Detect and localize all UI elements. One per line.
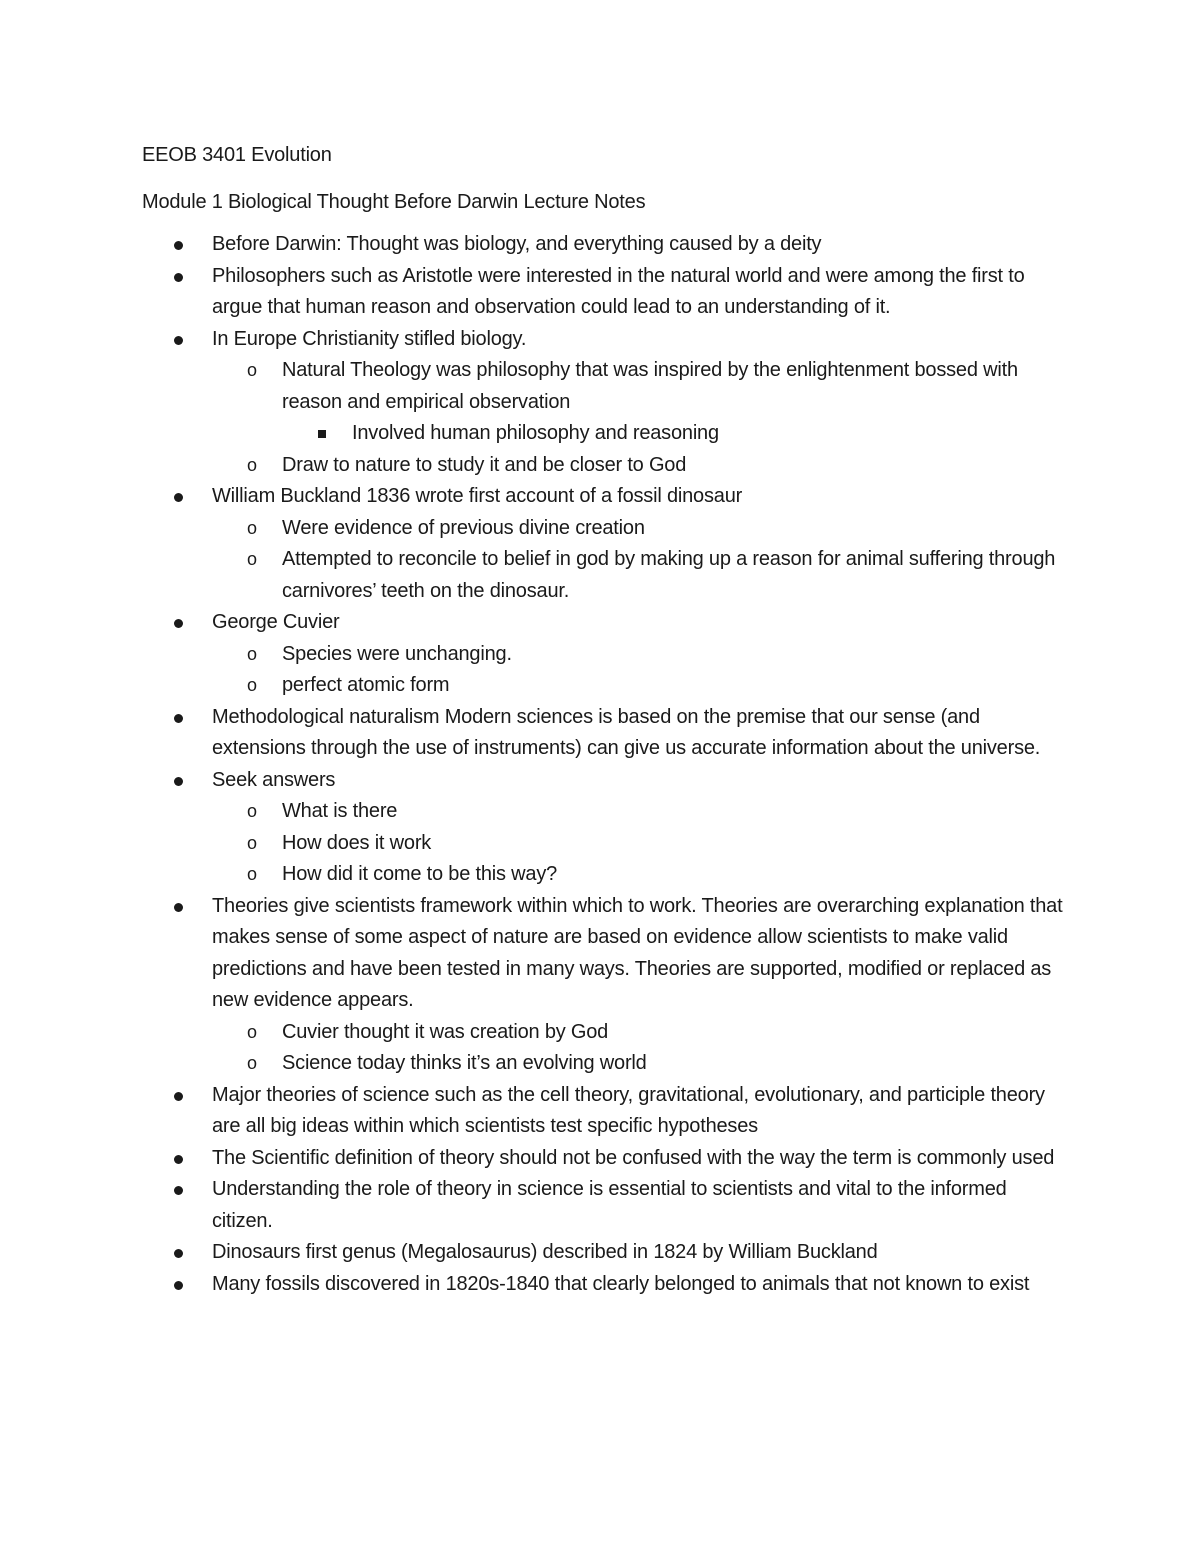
sub-list-item <box>212 828 1072 860</box>
course-title: EEOB 3401 Evolution <box>142 144 332 166</box>
sub-list-item <box>212 544 1072 607</box>
sub-sub-list-item <box>282 418 1072 450</box>
bullet-list <box>142 229 1072 1300</box>
hollow-circle-bullet-icon: o <box>247 1021 257 1042</box>
list-item-text: Dinosaurs first genus (Megalosaurus) described in 1824 by William Buckland <box>212 1241 878 1263</box>
hollow-circle-bullet-icon: o <box>247 454 257 475</box>
list-item-text: Methodological naturalism Modern sciences is based on the premise that our sense (and extensions through the use of instruments) can give us accurate information about the universe. <box>212 705 1041 759</box>
list-item <box>142 1237 1072 1269</box>
bullet-icon <box>172 702 192 734</box>
bullet-icon <box>172 765 192 797</box>
sub-sub-list-item-text: Involved human philosophy and reasoning <box>352 422 719 444</box>
list-item <box>142 481 1072 607</box>
hollow-circle-bullet-icon: o <box>247 864 257 884</box>
sub-list-item-text: Species were unchanging. <box>282 642 512 665</box>
sub-list <box>212 355 1072 481</box>
list-item <box>142 229 1072 261</box>
sub-list-item <box>212 796 1072 828</box>
hollow-circle-bullet-icon: o <box>247 832 257 853</box>
list-item-text: In Europe Christianity stifled biology. <box>212 327 527 350</box>
list-item-text: George Cuvier <box>212 611 340 633</box>
list-item <box>142 261 1072 324</box>
list-item-text: Philosophers such as Aristotle were interested in the natural world and were among the first to argue that human reason and observation could lead to an understanding of it. <box>212 264 1025 318</box>
sub-list <box>212 639 1072 702</box>
bullet-icon <box>172 1143 192 1175</box>
list-item <box>142 1269 1072 1301</box>
hollow-circle-bullet-icon: o <box>247 801 257 821</box>
sub-list-item <box>212 450 1072 482</box>
list-item-text: Many fossils discovered in 1820s-1840 that clearly belonged to animals that not known to exist <box>212 1272 1030 1295</box>
list-item-text: Theories give scientists framework within which to work. Theories are overarching explanation that makes sense of some aspect of nature are based on evidence allow scientists to make valid predictions and have been tested in many ways. Theories are supported, modified or replaced as new evidence appears. <box>212 894 1063 1011</box>
list-item-text: Before Darwin: Thought was biology, and everything caused by a deity <box>212 233 822 255</box>
bullet-icon <box>172 1174 192 1206</box>
bullet-icon <box>172 324 192 356</box>
list-item <box>142 1080 1072 1143</box>
hollow-circle-bullet-icon: o <box>247 517 257 538</box>
sub-list-item <box>212 513 1072 545</box>
hollow-circle-bullet-icon: o <box>247 643 257 664</box>
bullet-icon <box>172 1080 192 1112</box>
hollow-circle-bullet-icon: o <box>247 549 257 569</box>
sub-list-item <box>212 355 1072 450</box>
bullet-icon <box>172 1237 192 1269</box>
sub-list <box>212 513 1072 608</box>
sub-list-item-text: Attempted to reconcile to belief in god by making up a reason for animal suffering through carnivores’ teeth on the dinosaur. <box>282 548 1056 602</box>
list-item <box>142 891 1072 1080</box>
sub-list-item-text: perfect atomic form <box>282 674 450 696</box>
list-item <box>142 1143 1072 1175</box>
list-item <box>142 324 1072 482</box>
sub-list-item-text: Natural Theology was philosophy that was inspired by the enlightenment bossed with reason and empirical observation <box>282 359 1018 413</box>
sub-list-item-text: What is there <box>282 800 398 822</box>
sub-list-item-text: Science today thinks it’s an evolving world <box>282 1052 647 1074</box>
list-item <box>142 765 1072 891</box>
sub-list-item-text: How did it come to be this way? <box>282 863 558 885</box>
hollow-circle-bullet-icon: o <box>247 675 257 695</box>
sub-list <box>212 1017 1072 1080</box>
bullet-icon <box>172 1269 192 1301</box>
hollow-circle-bullet-icon: o <box>247 360 257 380</box>
square-bullet-icon <box>318 418 334 450</box>
bullet-icon <box>172 261 192 293</box>
sub-list <box>212 796 1072 891</box>
sub-list-item-text: How does it work <box>282 831 432 854</box>
list-item-text: The Scientific definition of theory should not be confused with the way the term is commonly used <box>212 1146 1055 1169</box>
sub-list-item <box>212 859 1072 891</box>
list-item <box>142 607 1072 702</box>
list-item-text: Seek answers <box>212 768 336 791</box>
lecture-subtitle: Module 1 Biological Thought Before Darwin Lecture Notes <box>142 190 646 213</box>
sub-list-item <box>212 1048 1072 1080</box>
list-item <box>142 1174 1072 1237</box>
bullet-icon <box>172 891 192 923</box>
list-item <box>142 702 1072 765</box>
bullet-icon <box>172 229 192 261</box>
document-body <box>142 140 1072 1300</box>
sub-list-item-text: Draw to nature to study it and be closer to God <box>282 453 687 476</box>
sub-list-item <box>212 1017 1072 1049</box>
list-item-text: William Buckland 1836 wrote first account of a fossil dinosaur <box>212 485 743 507</box>
sub-list-item-text: Cuvier thought it was creation by God <box>282 1020 609 1043</box>
sub-list-item <box>212 670 1072 702</box>
sub-list-item <box>212 639 1072 671</box>
list-item-text: Major theories of science such as the cell theory, gravitational, evolutionary, and participle theory are all big ideas within which scientists test specific hypotheses <box>212 1083 1045 1137</box>
list-item-text: Understanding the role of theory in science is essential to scientists and vital to the informed citizen. <box>212 1178 1007 1232</box>
sub-list-item-text: Were evidence of previous divine creation <box>282 516 645 539</box>
bullet-icon <box>172 607 192 639</box>
hollow-circle-bullet-icon: o <box>247 1053 257 1073</box>
sub-sub-list <box>282 418 1072 450</box>
bullet-icon <box>172 481 192 513</box>
